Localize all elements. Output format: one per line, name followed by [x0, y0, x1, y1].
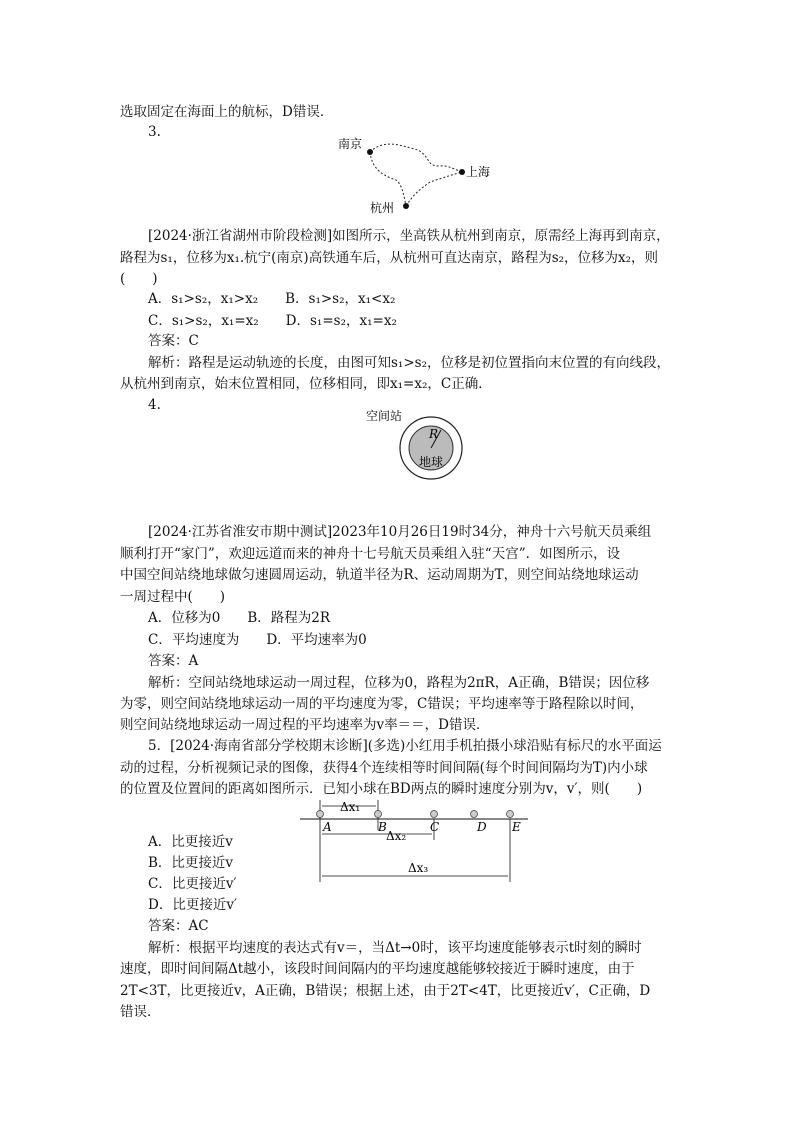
- point-b-label: B: [378, 820, 387, 834]
- ball-d: [471, 811, 478, 818]
- text-line: 路程为s₁，位移为x₁.杭宁(南京)高铁通车后，从杭州可直达南京，路程为s₂，位移为x₂，则: [120, 250, 659, 266]
- hangzhou-point: [403, 203, 409, 209]
- ball-e: [507, 811, 514, 818]
- explanation: 2T<3T，比更接近v，A正确，B错误；根据上述，由于2T<4T，比更接近v′，C正确，D: [120, 983, 651, 999]
- question-number: 4.: [148, 397, 161, 413]
- explanation: 解析：空间站绕地球运动一周过程，位移为0，路程为2πR，A正确，B错误；因位移: [148, 675, 650, 691]
- explanation: 解析：路程是运动轨迹的长度，由图可知s₁>s₂，位移是初位置指向末位置的有向线段，: [148, 355, 670, 371]
- via-shanghai-route: [370, 144, 462, 206]
- explanation: 从杭州到南京，始末位置相同，位移相同，即x₁=x₂，C正确．: [120, 376, 492, 392]
- option-line: C．s₁>s₂，x₁=x₂ D．s₁=s₂，x₁=x₂: [148, 313, 397, 329]
- shanghai-point: [459, 169, 465, 175]
- text-line: 的位置及位置间的距离如图所示．已知小球在BD两点的瞬时速度分别为v，v′，则( ): [120, 781, 643, 797]
- explanation: 速度，即时间间隔Δt越小，该段时间间隔内的平均速度越能够较接近于瞬时速度，由于: [120, 961, 635, 977]
- ruler-figure: [300, 800, 532, 890]
- option-line: A．比更接近v: [148, 834, 233, 850]
- earth-label: 地球: [419, 455, 444, 469]
- text-line: 中国空间站绕地球做匀速圆周运动，轨道半径为R、运动周期为T，则空间站绕地球运动: [120, 567, 639, 583]
- option-line: C．平均速度为 D．平均速率为0: [148, 632, 367, 648]
- text-line: 顺利打开“家门”，欢迎远道而来的神舟十七号航天员乘组入驻“天宫”．如图所示，设: [120, 546, 621, 562]
- station-label: 空间站: [366, 409, 403, 423]
- point-d-label: D: [477, 820, 487, 834]
- answer: 答案：A: [148, 653, 199, 669]
- option-line: D．比更接近v′: [148, 897, 238, 913]
- orbit-figure: [360, 404, 470, 484]
- answer: 答案：C: [148, 333, 199, 349]
- explanation: 为零，则空间站绕地球运动一周的平均速度为零，C错误；平均速率等于路程除以时间，: [120, 696, 644, 712]
- dx2-label: Δx₂: [386, 829, 407, 843]
- option-line: A．位移为0 B．路程为2R: [148, 610, 331, 626]
- text-line: 动的过程，分析视频记录的图像，获得4个连续相等时间间隔(每个时间间隔均为T)内小球: [120, 760, 648, 776]
- option-line: C．比更接近v′: [148, 876, 237, 892]
- text-line: 一周过程中( ): [120, 589, 226, 605]
- nanjing-label: 南京: [338, 137, 363, 151]
- dx3-label: Δx₃: [408, 861, 429, 875]
- text-line: ( ): [120, 271, 158, 287]
- option-line: A．s₁>s₂，x₁>x₂ B．s₁>s₂，x₁<x₂: [148, 291, 396, 307]
- question-number: 3.: [148, 124, 161, 140]
- radius-label: R: [429, 427, 439, 441]
- ball-c: [431, 811, 438, 818]
- text-line: 5．[2024·海南省部分学校期末诊断](多选)小红用手机拍摄小球沿贴有标尺的水平面运: [148, 738, 662, 754]
- answer: 答案：AC: [148, 918, 209, 934]
- explanation: 则空间站绕地球运动一周过程的平均速率为v率＝＝，D错误．: [120, 717, 490, 733]
- point-a-label: A: [323, 820, 332, 834]
- ball-b: [375, 811, 382, 818]
- text-line: [2024·浙江省湖州市阶段检测]如图所示，坐高铁从杭州到南京，原需经上海再到南京，: [148, 228, 670, 244]
- direct-route: [370, 152, 406, 206]
- point-e-label: E: [512, 820, 521, 834]
- route-map-figure: [330, 132, 500, 214]
- point-c-label: C: [430, 820, 440, 834]
- shanghai-label: 上海: [466, 165, 491, 179]
- ball-a: [317, 811, 324, 818]
- explanation: 解析：根据平均速度的表达式有v＝，当Δt→0时，该平均速度能够表示t时刻的瞬时: [148, 940, 642, 956]
- option-line: B．比更接近v: [148, 855, 234, 871]
- explanation: 错误．: [120, 1004, 161, 1020]
- hangzhou-label: 杭州: [370, 201, 395, 214]
- nanjing-point: [367, 149, 373, 155]
- text-line: 选取固定在海面上的航标，D错误．: [120, 104, 334, 120]
- text-line: [2024·江苏省淮安市期中测试]2023年10月26日19时34分，神舟十六号航天员乘组: [148, 524, 652, 540]
- dx1-label: Δx₁: [340, 800, 361, 814]
